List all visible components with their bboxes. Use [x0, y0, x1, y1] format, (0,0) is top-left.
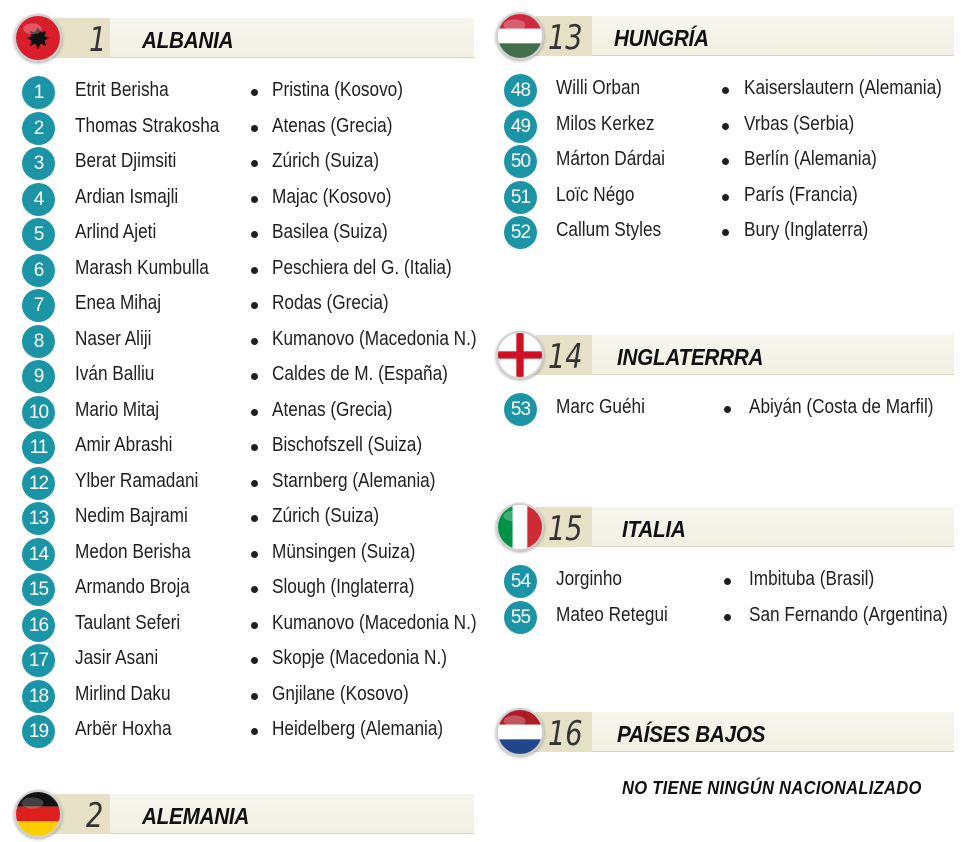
player-number-badge: 16: [22, 609, 55, 642]
section-hungria: [496, 12, 954, 252]
country-name: ALEMANIA: [142, 803, 250, 829]
birthplace: Imbituba (Brasil): [749, 568, 875, 590]
player-name: Jorginho: [556, 568, 622, 590]
player-name: Mirlind Daku: [75, 682, 171, 705]
bullet-icon: [251, 373, 258, 380]
birthplace: Münsingen (Suiza): [272, 540, 416, 563]
player-number-badge: 5: [22, 218, 55, 251]
birthplace: Majac (Kosovo): [272, 185, 392, 208]
player-row: [14, 715, 474, 750]
section-italia: [496, 503, 954, 643]
player-name: Medon Berisha: [75, 540, 191, 563]
player-number-badge: 6: [22, 254, 55, 287]
player-row: [14, 644, 474, 679]
bullet-icon: [724, 578, 731, 585]
player-row: [496, 181, 954, 216]
player-row: [14, 325, 477, 360]
player-number-badge: 54: [504, 565, 537, 598]
bullet-icon: [251, 267, 258, 274]
player-row: [14, 254, 474, 289]
player-row: [496, 393, 954, 428]
bullet-icon: [251, 409, 258, 416]
bullet-icon: [251, 231, 258, 238]
country-name: ITALIA: [622, 516, 686, 542]
player-name: Arbër Hoxha: [75, 718, 172, 740]
bullet-icon: [724, 614, 731, 621]
birthplace: Atenas (Grecia): [272, 114, 393, 137]
player-name: Willi Orban: [556, 77, 641, 99]
section-paises-bajos: [496, 708, 954, 760]
player-row: [14, 360, 474, 395]
player-row: [14, 609, 477, 644]
player-name: Márton Dárdai: [556, 148, 665, 170]
player-row: [14, 680, 474, 715]
country-number: 16: [548, 714, 583, 754]
bullet-icon: [722, 194, 729, 201]
player-number-badge: 48: [504, 74, 537, 107]
player-number-badge: 2: [22, 112, 55, 145]
no-naturalized-note: NO TIENE NINGÚN NACIONALIZADO: [622, 778, 922, 798]
player-row: [14, 112, 474, 147]
albania-flag-icon: [14, 14, 62, 62]
bullet-icon: [251, 125, 258, 132]
player-row: [496, 216, 954, 251]
bullet-icon: [251, 515, 258, 522]
birthplace: Gnjilane (Kosovo): [272, 682, 409, 705]
player-name: Marash Kumbulla: [75, 256, 209, 279]
country-number: 1: [89, 20, 107, 60]
birthplace: Kumanovo (Macedonia N.): [272, 611, 477, 634]
bullet-icon: [722, 123, 729, 130]
birthplace: París (Francia): [744, 183, 858, 206]
bullet-icon: [251, 89, 258, 96]
player-number-badge: 17: [22, 644, 55, 677]
country-header-paises-bajos: [496, 708, 954, 760]
player-name: Etrit Berisha: [75, 79, 169, 101]
player-name: Mario Mitaj: [75, 398, 160, 421]
birthplace: Kumanovo (Macedonia N.): [272, 327, 477, 350]
player-name: Marc Guéhi: [556, 396, 645, 418]
country-name: HUNGRÍA: [614, 25, 709, 51]
bullet-icon: [251, 338, 258, 345]
player-row: [14, 76, 474, 111]
player-row: [14, 183, 474, 218]
player-name: Taulant Seferi: [75, 611, 181, 634]
player-number-badge: 3: [22, 147, 55, 180]
player-name: Loïc Négo: [556, 183, 635, 206]
player-row: [14, 218, 474, 253]
birthplace: Zúrich (Suiza): [272, 505, 380, 527]
country-number: 14: [548, 337, 583, 377]
player-row: [14, 538, 474, 573]
player-name: Milos Kerkez: [556, 112, 655, 135]
birthplace: Slough (Inglaterra): [272, 576, 415, 598]
section-inglaterra: [496, 331, 954, 431]
player-number-badge: 7: [22, 289, 55, 322]
player-number-badge: 8: [22, 325, 55, 358]
birthplace: Kaiserslautern (Alemania): [744, 77, 942, 99]
bullet-icon: [251, 728, 258, 735]
birthplace: Zúrich (Suiza): [272, 150, 380, 172]
germany-flag-icon: [14, 790, 62, 838]
country-name: PAÍSES BAJOS: [617, 721, 766, 747]
player-name: Ardian Ismajli: [75, 185, 179, 208]
bullet-icon: [724, 406, 731, 413]
player-name: Callum Styles: [556, 219, 662, 241]
birthplace: Vrbas (Serbia): [744, 112, 855, 135]
bullet-icon: [251, 551, 258, 558]
bullet-icon: [722, 87, 729, 94]
birthplace: Rodas (Grecia): [272, 292, 389, 314]
player-name: Armando Broja: [75, 576, 190, 598]
player-number-badge: 53: [504, 393, 537, 426]
player-number-badge: 9: [22, 360, 55, 393]
country-header-albania: [14, 14, 474, 66]
player-name: Ylber Ramadani: [75, 469, 199, 492]
birthplace: Pristina (Kosovo): [272, 79, 403, 101]
bullet-icon: [251, 693, 258, 700]
player-name: Arlind Ajeti: [75, 221, 157, 243]
bullet-icon: [251, 480, 258, 487]
player-name: Enea Mihaj: [75, 292, 162, 314]
player-row: [14, 573, 474, 608]
player-number-badge: 10: [22, 396, 55, 429]
birthplace: Atenas (Grecia): [272, 398, 393, 421]
player-row: [14, 147, 474, 182]
country-name: INGLATERRRA: [617, 344, 764, 370]
birthplace: Skopje (Macedonia N.): [272, 647, 447, 669]
player-number-badge: 55: [504, 601, 537, 634]
player-row: [496, 565, 954, 600]
player-row: [496, 110, 954, 145]
section-alemania: [14, 790, 474, 842]
country-number: 13: [548, 18, 583, 58]
birthplace: Bischofszell (Suiza): [272, 434, 423, 456]
country-header-inglaterra: [496, 331, 954, 383]
bullet-icon: [251, 444, 258, 451]
player-number-badge: 13: [22, 502, 55, 535]
player-name: Naser Aliji: [75, 327, 152, 350]
bullet-icon: [251, 160, 258, 167]
birthplace: Heidelberg (Alemania): [272, 718, 444, 740]
player-number-badge: 49: [504, 110, 537, 143]
birthplace: Starnberg (Alemania): [272, 469, 436, 492]
player-name: Amir Abrashi: [75, 434, 173, 456]
player-number-badge: 50: [504, 145, 537, 178]
player-name: Mateo Retegui: [556, 603, 668, 626]
player-number-badge: 15: [22, 573, 55, 606]
birthplace: Peschiera del G. (Italia): [272, 256, 452, 279]
country-header-italia: [496, 503, 954, 555]
player-number-badge: 11: [22, 431, 55, 464]
player-row: [496, 145, 954, 180]
player-number-badge: 4: [22, 183, 55, 216]
country-number: 2: [86, 796, 104, 836]
bullet-icon: [251, 622, 258, 629]
netherlands-flag-icon: [496, 708, 544, 756]
player-row: [496, 74, 954, 109]
player-row: [14, 289, 474, 324]
birthplace: Bury (Inglaterra): [744, 219, 869, 241]
player-row: [14, 396, 474, 431]
bullet-icon: [251, 196, 258, 203]
player-number-badge: 14: [22, 538, 55, 571]
country-header-alemania: [14, 790, 474, 842]
birthplace: Basilea (Suiza): [272, 221, 388, 243]
birthplace: Abiyán (Costa de Marfil): [749, 396, 934, 418]
section-albania: [14, 14, 477, 744]
player-name: Iván Balliu: [75, 363, 155, 385]
bullet-icon: [722, 229, 729, 236]
player-number-badge: 19: [22, 715, 55, 748]
player-number-badge: 1: [22, 76, 55, 109]
birthplace: San Fernando (Argentina): [749, 603, 948, 626]
bullet-icon: [722, 158, 729, 165]
birthplace: Berlín (Alemania): [744, 148, 877, 170]
player-name: Thomas Strakosha: [75, 114, 220, 137]
player-row: [14, 431, 474, 466]
player-name: Jasir Asani: [75, 647, 159, 669]
player-name: Berat Djimsiti: [75, 150, 177, 172]
birthplace: Caldes de M. (España): [272, 363, 448, 385]
hungary-flag-icon: [496, 12, 544, 60]
bullet-icon: [251, 586, 258, 593]
player-number-badge: 52: [504, 216, 537, 249]
player-name: Nedim Bajrami: [75, 505, 188, 527]
country-header-hungria: [496, 12, 954, 64]
italy-flag-icon: [496, 503, 544, 551]
player-number-badge: 18: [22, 680, 55, 713]
player-number-badge: 12: [22, 467, 55, 500]
england-flag-icon: [496, 331, 544, 379]
player-row: [14, 502, 474, 537]
player-row: [496, 601, 954, 636]
player-number-badge: 51: [504, 181, 537, 214]
bullet-icon: [251, 302, 258, 309]
bullet-icon: [251, 657, 258, 664]
player-row: [14, 467, 474, 502]
country-name: ALBANIA: [142, 27, 234, 53]
country-number: 15: [548, 509, 583, 549]
